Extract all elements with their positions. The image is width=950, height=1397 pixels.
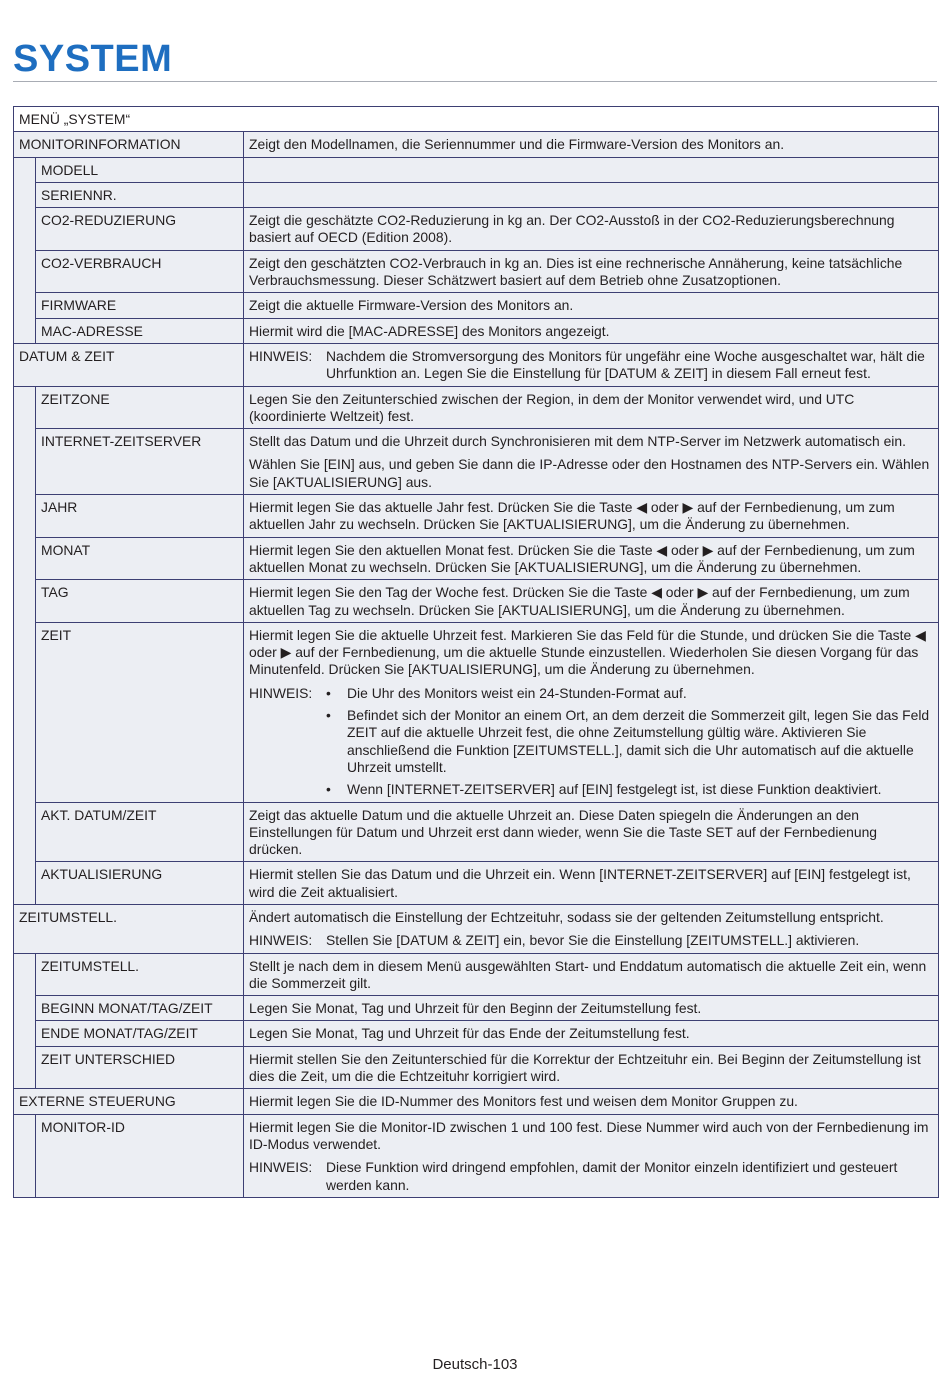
table-row bbox=[14, 318, 939, 343]
row-label-monat: MONAT bbox=[36, 537, 244, 580]
table-row bbox=[14, 1046, 939, 1089]
bullet-text: Befindet sich der Monitor an einem Ort, an dem derzeit die Sommerzeit gilt, legen Sie das Feld ZEIT auf die aktuelle Uhrzeit fest, die ohne Zeitumstellung gültig wäre. Aktivieren Sie anschließend die Funktion [ZEITUMSTELL.], damit sich die Uhr automatisch auf die aktuelle Uhrzeit umstellt. bbox=[347, 707, 930, 775]
table-row bbox=[14, 250, 939, 293]
table-row bbox=[14, 429, 939, 495]
table-row bbox=[14, 293, 939, 318]
bullet-text: Wenn [INTERNET-ZEITSERVER] auf [EIN] festgelegt ist, ist diese Funktion deaktiviert. bbox=[347, 781, 882, 798]
row-desc-mac-adresse: Hiermit wird die [MAC-ADRESSE] des Monitors angezeigt. bbox=[244, 318, 939, 343]
paragraph: Wählen Sie [EIN] aus, und geben Sie dann die IP-Adresse oder den Hostnamen des NTP-Servers ein. Wählen Sie [AKTUALISIERUNG] aus. bbox=[249, 456, 930, 490]
row-desc-modell bbox=[244, 157, 939, 182]
paragraph: Hiermit legen Sie die Monitor-ID zwischen 1 und 100 fest. Diese Nummer wird auch von der Fernbedienung im ID-Modus verwendet. bbox=[249, 1118, 929, 1152]
row-desc-firmware: Zeigt die aktuelle Firmware-Version des Monitors an. bbox=[244, 293, 939, 318]
table-row bbox=[14, 622, 939, 802]
table-row bbox=[14, 157, 939, 182]
table-row bbox=[14, 802, 939, 862]
note-label: HINWEIS: bbox=[249, 684, 313, 701]
paragraph: Hiermit legen Sie die aktuelle Uhrzeit fest. Markieren Sie das Feld für die Stunde, und drücken Sie die Taste ◀ oder ▶ auf der Fernbedienung, um die aktuelle Stunde einzustellen. Wiederholen Sie diesen Vorgang für das Minutenfeld. Drücken Sie [AKTUALISIERUNG], um die Änderung zu übernehmen. bbox=[249, 626, 926, 678]
indent-spacer bbox=[14, 157, 36, 343]
section-label-zeitumstell: ZEITUMSTELL. bbox=[14, 904, 244, 953]
list-item bbox=[326, 781, 933, 798]
table-row bbox=[14, 386, 939, 429]
bullet-icon: • bbox=[326, 684, 331, 701]
row-label-tag: TAG bbox=[36, 580, 244, 623]
note-text: Stellen Sie [DATUM & ZEIT] ein, bevor Sie die Einstellung [ZEITUMSTELL.] aktivieren. bbox=[326, 932, 860, 949]
table-row bbox=[14, 1089, 939, 1114]
row-label-zeitumstell-sub: ZEITUMSTELL. bbox=[36, 953, 244, 996]
row-label-zeit-unterschied: ZEIT UNTERSCHIED bbox=[36, 1046, 244, 1089]
table-row bbox=[14, 537, 939, 580]
bullet-icon: • bbox=[326, 707, 331, 724]
indent-spacer bbox=[14, 386, 36, 904]
list-item bbox=[326, 707, 933, 776]
note bbox=[249, 348, 933, 383]
note-text: Diese Funktion wird dringend empfohlen, damit der Monitor einzeln identifiziert und gesteuert werden kann. bbox=[326, 1159, 898, 1193]
section-desc-datum-zeit bbox=[244, 343, 939, 386]
table-row bbox=[14, 1021, 939, 1046]
row-label-monitor-id: MONITOR-ID bbox=[36, 1114, 244, 1197]
row-desc-zeitumstell-sub: Stellt je nach dem in diesem Menü ausgewählten Start- und Enddatum automatisch die aktuelle Zeit ein, wenn die Sommerzeit gilt. bbox=[244, 953, 939, 996]
row-label-beginn: BEGINN MONAT/TAG/ZEIT bbox=[36, 996, 244, 1021]
row-label-co2-verbrauch: CO2-VERBRAUCH bbox=[36, 250, 244, 293]
row-label-zeit: ZEIT bbox=[36, 622, 244, 802]
row-desc-co2-verbrauch: Zeigt den geschätzten CO2-Verbrauch in kg an. Dies ist eine rechnerische Annäherung, keine tatsächliche Verbrauchsmessung. Dieser Schätzwert basiert auf dem Betrieb ohne Zusatzoptionen. bbox=[244, 250, 939, 293]
table-row bbox=[14, 495, 939, 538]
note-label: HINWEIS: bbox=[249, 932, 313, 949]
section-label-externe-steuerung: EXTERNE STEUERUNG bbox=[14, 1089, 244, 1114]
table-row bbox=[14, 107, 939, 132]
row-desc-beginn: Legen Sie Monat, Tag und Uhrzeit für den Beginn der Zeitumstellung fest. bbox=[244, 996, 939, 1021]
table-row bbox=[14, 1114, 939, 1197]
table-row bbox=[14, 580, 939, 623]
row-desc-monitor-id bbox=[244, 1114, 939, 1197]
row-desc-zeitzone: Legen Sie den Zeitunterschied zwischen der Region, in dem der Monitor verwendet wird, und UTC (koordinierte Weltzeit) fest. bbox=[244, 386, 939, 429]
table-row bbox=[14, 343, 939, 386]
row-label-jahr: JAHR bbox=[36, 495, 244, 538]
system-menu-table bbox=[13, 106, 939, 1198]
row-desc-aktualisierung: Hiermit stellen Sie das Datum und die Uhrzeit ein. Wenn [INTERNET-ZEITSERVER] auf [EIN] festgelegt ist, wird die Zeit aktualisiert. bbox=[244, 862, 939, 905]
row-desc-co2-reduzierung: Zeigt die geschätzte CO2-Reduzierung in kg an. Der CO2-Ausstoß in der CO2-Reduzierungsberechnung basiert auf OECD (Edition 2008). bbox=[244, 208, 939, 251]
note-label: HINWEIS: bbox=[249, 347, 313, 364]
note bbox=[249, 685, 933, 799]
note bbox=[249, 932, 933, 949]
row-desc-ende: Legen Sie Monat, Tag und Uhrzeit für das Ende der Zeitumstellung fest. bbox=[244, 1021, 939, 1046]
note-text: Nachdem die Stromversorgung des Monitors für ungefähr eine Woche ausgeschaltet war, hält die Uhrfunktion an. Legen Sie die Einstellung für [DATUM & ZEIT] in diesem Fall erneut fest. bbox=[326, 347, 925, 382]
row-label-mac-adresse: MAC-ADRESSE bbox=[36, 318, 244, 343]
page-title: SYSTEM bbox=[13, 38, 173, 80]
paragraph: Stellt das Datum und die Uhrzeit durch Synchronisieren mit dem NTP-Server im Netzwerk automatisch ein. bbox=[249, 433, 906, 450]
section-desc-zeitumstell bbox=[244, 904, 939, 953]
section-label-monitorinformation: MONITORINFORMATION bbox=[14, 132, 244, 157]
row-desc-tag: Hiermit legen Sie den Tag der Woche fest. Drücken Sie die Taste ◀ oder ▶ auf der Fernbedienung, um zum aktuellen Tag zu wechseln. Drücken Sie [AKTUALISIERUNG], um die Änderung zu übernehmen. bbox=[244, 580, 939, 623]
title-divider bbox=[13, 81, 937, 82]
row-desc-seriennr bbox=[244, 182, 939, 207]
row-label-zeitzone: ZEITZONE bbox=[36, 386, 244, 429]
table-row bbox=[14, 904, 939, 953]
row-desc-zeit-unterschied: Hiermit stellen Sie den Zeitunterschied für die Korrektur der Echtzeituhr ein. Bei Beginn der Zeitumstellung ist dies die Zeit, um die die Echtzeituhr korrigiert wird. bbox=[244, 1046, 939, 1089]
list-item bbox=[326, 685, 933, 702]
row-label-ende: ENDE MONAT/TAG/ZEIT bbox=[36, 1021, 244, 1046]
table-row bbox=[14, 996, 939, 1021]
row-label-co2-reduzierung: CO2-REDUZIERUNG bbox=[36, 208, 244, 251]
row-desc-internet-zeitserver bbox=[244, 429, 939, 495]
table-row bbox=[14, 132, 939, 157]
row-label-aktualisierung: AKTUALISIERUNG bbox=[36, 862, 244, 905]
row-label-internet-zeitserver: INTERNET-ZEITSERVER bbox=[36, 429, 244, 495]
row-label-firmware: FIRMWARE bbox=[36, 293, 244, 318]
page-number: Deutsch-103 bbox=[432, 1356, 518, 1373]
table-row bbox=[14, 182, 939, 207]
table-row bbox=[14, 953, 939, 996]
row-label-seriennr: SERIENNR. bbox=[36, 182, 244, 207]
section-desc-monitorinformation: Zeigt den Modellnamen, die Seriennummer und die Firmware-Version des Monitors an. bbox=[244, 132, 939, 157]
bullet-text: Die Uhr des Monitors weist ein 24-Stunden-Format auf. bbox=[347, 684, 687, 701]
paragraph: Ändert automatisch die Einstellung der Echtzeituhr, sodass sie der geltenden Zeitumstellung entspricht. bbox=[249, 908, 884, 925]
section-desc-externe-steuerung: Hiermit legen Sie die ID-Nummer des Monitors fest und weisen dem Monitor Gruppen zu. bbox=[244, 1089, 939, 1114]
note-label: HINWEIS: bbox=[249, 1159, 313, 1176]
note-bullet-list bbox=[326, 685, 933, 799]
table-row bbox=[14, 208, 939, 251]
note bbox=[249, 1159, 933, 1194]
row-desc-zeit bbox=[244, 622, 939, 802]
menu-header-cell: MENÜ „SYSTEM“ bbox=[14, 107, 939, 132]
row-desc-akt-datum-zeit: Zeigt das aktuelle Datum und die aktuelle Uhrzeit an. Diese Daten spiegeln die Änderungen an den Einstellungen für Datum und Uhrzeit erst dann wieder, wenn Sie die Taste SET auf der Fernbedienung drücken. bbox=[244, 802, 939, 862]
indent-spacer bbox=[14, 1114, 36, 1197]
section-label-datum-zeit: DATUM & ZEIT bbox=[14, 343, 244, 386]
bullet-icon: • bbox=[326, 781, 331, 798]
table-row bbox=[14, 862, 939, 905]
row-desc-jahr: Hiermit legen Sie das aktuelle Jahr fest. Drücken Sie die Taste ◀ oder ▶ auf der Fernbedienung, um zum aktuellen Jahr zu wechseln. Drücken Sie [AKTUALISIERUNG], um die Änderung zu übernehmen. bbox=[244, 495, 939, 538]
indent-spacer bbox=[14, 953, 36, 1089]
row-desc-monat: Hiermit legen Sie den aktuellen Monat fest. Drücken Sie die Taste ◀ oder ▶ auf der Fernbedienung, um zum aktuellen Monat zu wechseln. Drücken Sie [AKTUALISIERUNG], um die Änderung zu übernehmen. bbox=[244, 537, 939, 580]
row-label-modell: MODELL bbox=[36, 157, 244, 182]
row-label-akt-datum-zeit: AKT. DATUM/ZEIT bbox=[36, 802, 244, 862]
